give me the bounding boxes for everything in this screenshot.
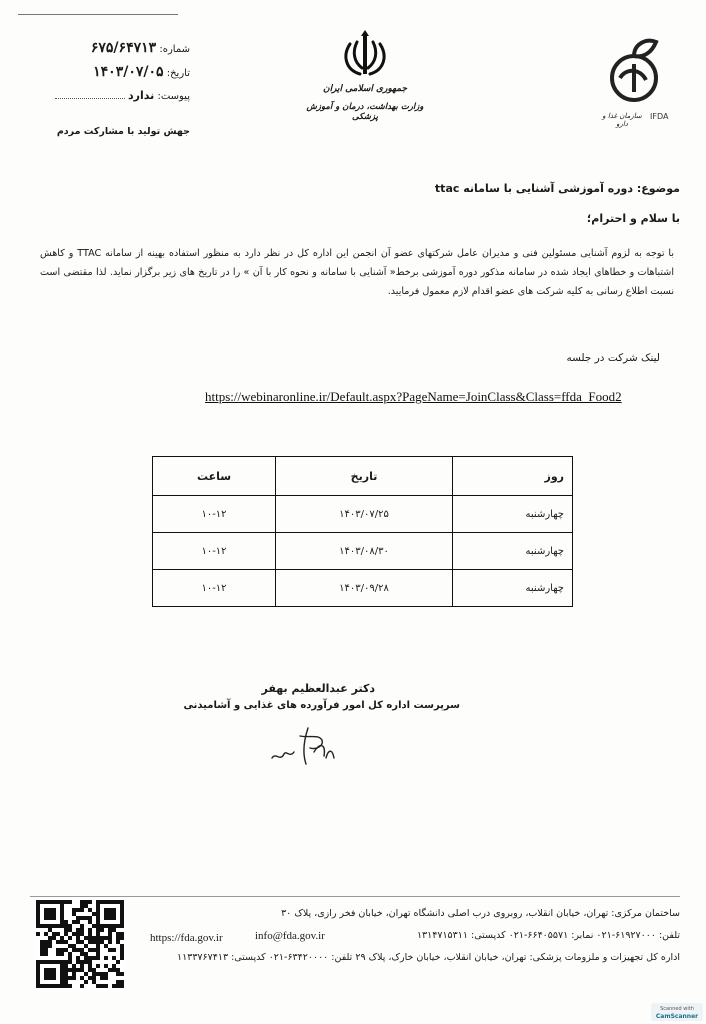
letter-greeting: با سلام و احترام؛ bbox=[586, 212, 680, 225]
row-day: چهارشنبه bbox=[453, 570, 573, 607]
qr-code bbox=[36, 900, 124, 988]
footer-rule bbox=[30, 896, 680, 897]
emblem-line2: وزارت بهداشت، درمان و آموزش پزشکی bbox=[306, 102, 424, 122]
schedule-table bbox=[152, 456, 573, 607]
header-date: تاریخ bbox=[276, 457, 453, 496]
number-value: ۶۷۵/۶۴۷۱۳ bbox=[90, 40, 157, 56]
attachment-dots bbox=[55, 88, 125, 99]
row-date: ۱۴۰۳/۰۸/۳۰ bbox=[276, 533, 453, 570]
header-time: ساعت bbox=[153, 457, 276, 496]
row-date: ۱۴۰۳/۰۹/۲۸ bbox=[276, 570, 453, 607]
table-row bbox=[153, 570, 573, 607]
table-header-row bbox=[153, 457, 573, 496]
footer-website[interactable]: https://fda.gov.ir bbox=[150, 932, 223, 944]
ifda-logo-icon bbox=[600, 34, 680, 114]
footer-address: ساختمان مرکزی: تهران، خیابان انقلاب، روبروی درب اصلی دانشگاه تهران، خیابان فخر رازی، پلاک ۳۰ bbox=[281, 908, 680, 919]
emblem-icon bbox=[340, 30, 390, 80]
row-day: چهارشنبه bbox=[453, 496, 573, 533]
header-meta bbox=[40, 40, 190, 110]
letter-subject: موضوع: دوره آموزشی آشنایی با سامانه ttac bbox=[434, 182, 680, 195]
row-day: چهارشنبه bbox=[453, 533, 573, 570]
signer-title: سرپرست اداره کل امور فرآورده های غذایی و آشامیدنی bbox=[183, 700, 460, 711]
slogan: جهش تولید با مشارکت مردم bbox=[56, 126, 190, 137]
table-row bbox=[153, 496, 573, 533]
footer-medical-office: اداره کل تجهیزات و ملزومات پزشکی: تهران، خیابان انقلاب، خیابان خارک، پلاک ۲۹ تلفن: ۶۳۴۲۰۰۰۰-۰۲۱ کدپستی: ۱۱۳۳۷۶۷۴۱۳ bbox=[177, 952, 680, 963]
camscanner-badge bbox=[651, 1003, 703, 1021]
ifda-caption-fa: سازمان غذا و دارو bbox=[602, 112, 642, 128]
row-time: ۱۰-۱۲ bbox=[153, 570, 276, 607]
row-date: ۱۴۰۳/۰۷/۲۵ bbox=[276, 496, 453, 533]
footer-contact: تلفن: ۶۱۹۲۷۰۰۰-۰۲۱ نمابر: ۶۶۴۰۵۵۷۱-۰۲۱ کدپستی: ۱۳۱۴۷۱۵۳۱۱ bbox=[416, 930, 680, 941]
signature-icon bbox=[260, 722, 350, 772]
ifda-caption-en: IFDA bbox=[650, 112, 669, 121]
iran-emblem bbox=[340, 30, 390, 80]
letter-paragraph: با توجه به لزوم آشنایی مسئولین فنی و مدیران عامل شرکتهای عضو آن انجمن این اداره کل در نظر دارد به منظور استفاده بهینه از سامانه TTAC و کاهش اشتباهات و خطاهای ایجاد شده در سامانه مذکور دوره آموزشی برخط« آشنایی با سامانه و نحوه کار با آن » را در تاریخ های زیر برگزار نماید. لذا مقتضی است نسبت اطلاع رسانی به کلیه شرکت های عضو اقدام لازم معمول فرمایید. bbox=[40, 248, 675, 297]
number-label: شماره: bbox=[159, 44, 190, 55]
header-day: روز bbox=[453, 457, 573, 496]
attachment-label: پیوست: bbox=[157, 91, 190, 102]
row-time: ۱۰-۱۲ bbox=[153, 533, 276, 570]
qr-code-icon bbox=[36, 900, 124, 988]
table-row bbox=[153, 533, 573, 570]
camscanner-line1: Scanned with bbox=[660, 1006, 694, 1012]
signature-image bbox=[260, 722, 350, 772]
row-time: ۱۰-۱۲ bbox=[153, 496, 276, 533]
footer-email[interactable]: info@fda.gov.ir bbox=[255, 930, 325, 942]
date-value: ۱۴۰۳/۰۷/۰۵ bbox=[93, 64, 164, 80]
session-link[interactable]: https://webinaronline.ir/Default.aspx?PageName=JoinClass&Class=ffda_Food2 bbox=[205, 389, 622, 404]
camscanner-line2: CamScanner bbox=[655, 1013, 699, 1020]
ifda-logo bbox=[600, 34, 680, 114]
top-rule bbox=[18, 14, 178, 15]
signer-name: دکتر عبدالعظیم بهفر bbox=[261, 682, 375, 695]
emblem-line1: جمهوری اسلامی ایران bbox=[322, 84, 408, 94]
attachment-value: ندارد bbox=[128, 89, 155, 102]
link-label: لینک شرکت در جلسه bbox=[566, 352, 660, 364]
date-label: تاریخ: bbox=[166, 68, 190, 79]
